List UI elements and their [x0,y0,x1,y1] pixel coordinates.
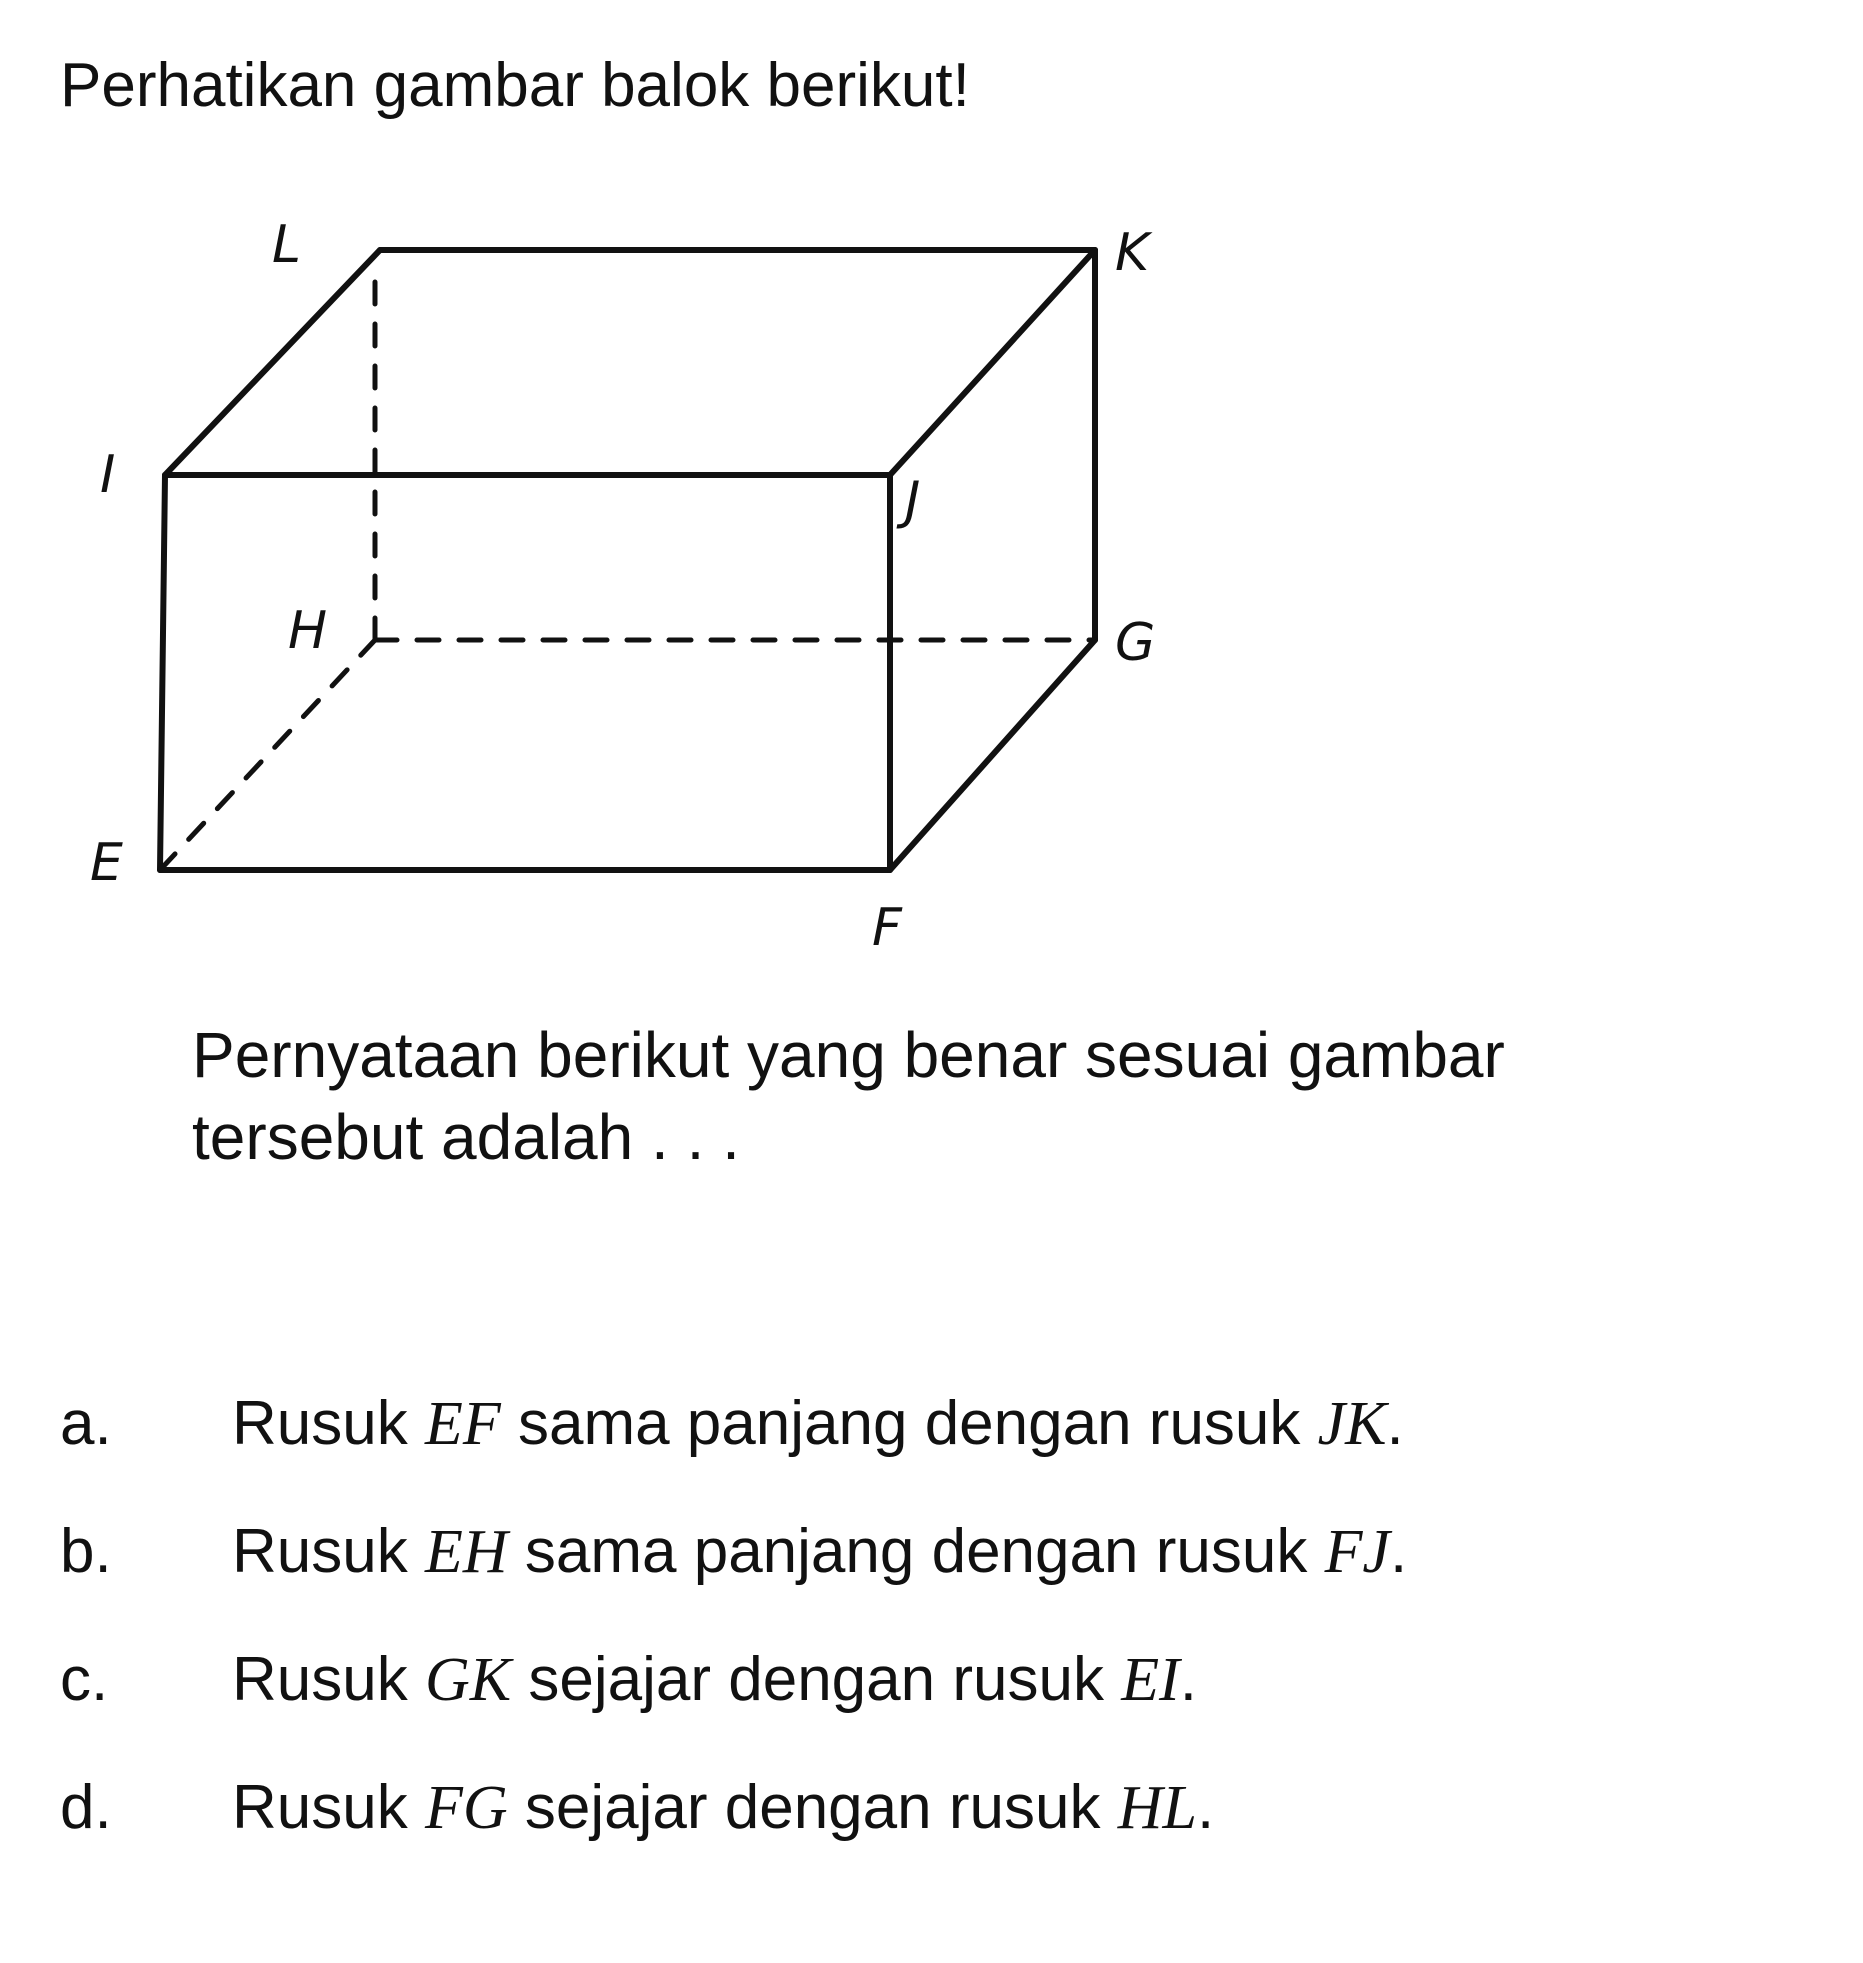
edge-JK [890,250,1095,475]
edge-EH [160,640,375,870]
option-mid: sejajar dengan rusuk [528,1645,1104,1714]
option-pre: Rusuk [232,1389,408,1458]
vertex-label-F: F [872,898,902,958]
edge-IE [160,475,165,870]
option-b[interactable] [60,1516,1820,1644]
option-end: . [1389,1517,1408,1586]
option-pre: Rusuk [232,1773,408,1842]
cuboid-solid-edges [160,250,1095,870]
option-end: . [1386,1389,1404,1458]
option-edge1: GK [424,1646,512,1714]
option-text [232,1772,1214,1844]
option-text [232,1644,1197,1716]
option-c[interactable] [60,1644,1820,1772]
edge-IL [165,250,380,475]
option-text [232,1388,1404,1460]
option-edge1: EF [424,1390,501,1458]
option-letter: c. [60,1645,109,1714]
option-letter: d. [60,1773,112,1842]
option-end: . [1196,1773,1215,1842]
vertex-label-G: G [1115,613,1156,673]
option-edge2: HL [1117,1774,1197,1842]
vertex-label-I: I [100,445,116,505]
option-edge1: EH [424,1518,508,1586]
vertex-label-E: E [90,833,123,893]
option-letter: b. [60,1517,112,1586]
option-d[interactable] [60,1772,1820,1900]
option-end: . [1179,1645,1197,1714]
option-edge2: FJ [1324,1518,1390,1586]
edge-FG [890,640,1095,870]
answer-options [60,1388,1820,1900]
option-edge2: JK [1317,1390,1387,1458]
option-edge2: EI [1121,1646,1180,1714]
option-pre: Rusuk [232,1517,408,1586]
option-letter: a. [60,1389,112,1458]
option-text [232,1516,1407,1588]
intro-text: Perhatikan gambar balok berikut! [60,51,970,120]
option-mid: sejajar dengan rusuk [524,1773,1101,1842]
option-a[interactable] [60,1388,1820,1516]
vertex-label-L: L [272,215,301,275]
vertex-label-K: K [1115,223,1150,283]
option-edge1: FG [424,1774,508,1842]
option-pre: Rusuk [232,1645,408,1714]
cuboid-hidden-edges [160,262,1095,870]
option-mid: sama panjang dengan rusuk [517,1389,1301,1458]
vertex-label-J: J [905,471,921,531]
option-mid: sama panjang dengan rusuk [524,1517,1308,1586]
question-text: Pernyataan berikut yang benar sesuai gambar tersebut adalah . . . [192,1019,1505,1173]
vertex-label-H: H [288,601,328,661]
